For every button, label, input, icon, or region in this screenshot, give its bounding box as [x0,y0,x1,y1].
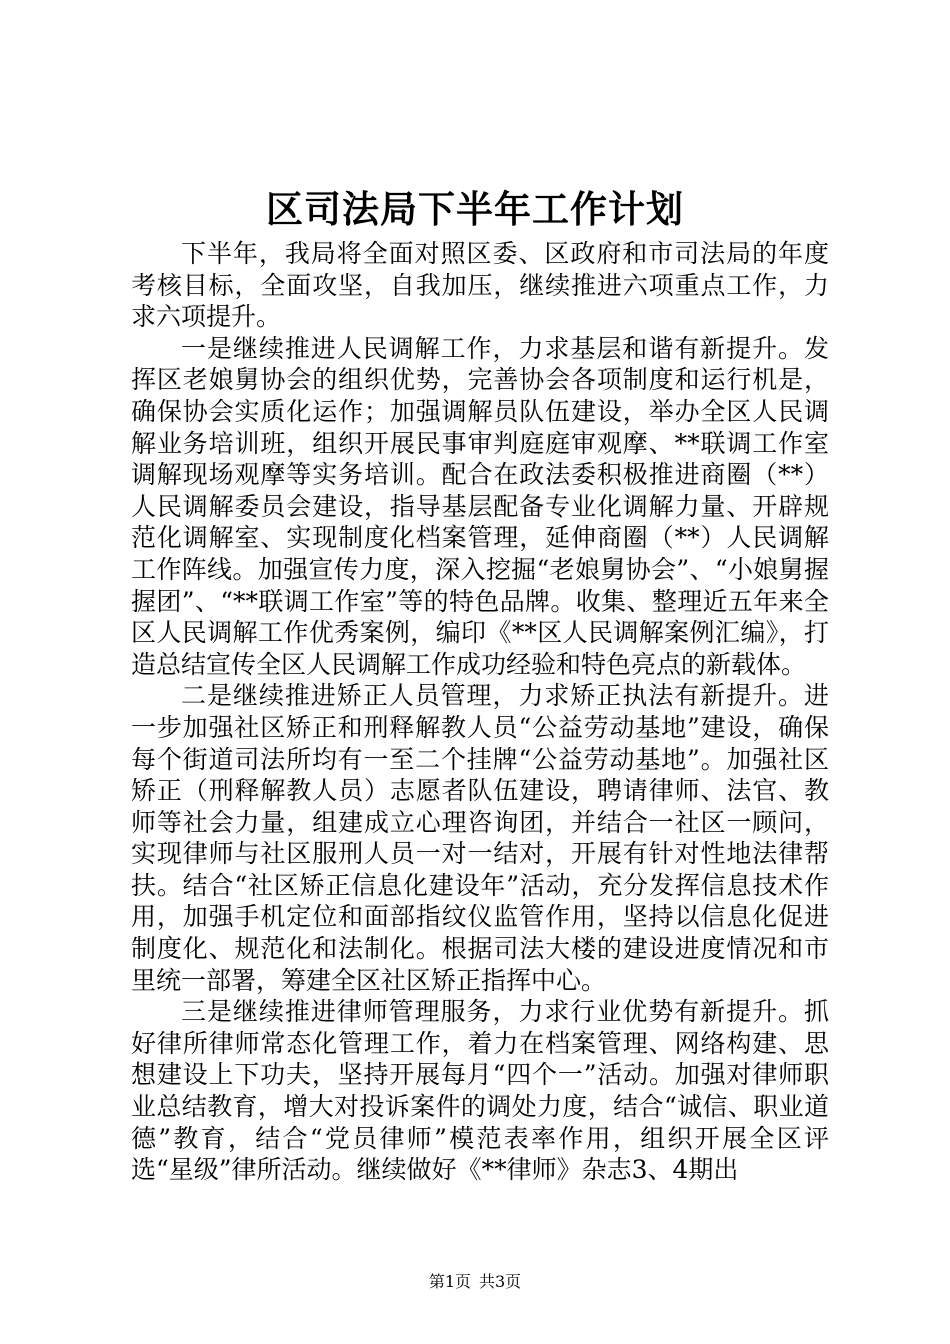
paragraph-lawyer-management: 三是继续推进律师管理服务，力求行业优势有新提升。抓好律所律师常态化管理工作，着力在档案管理、网络构建、思想建设上下功夫，坚持开展每月“四个一”活动。加强对律师职业总结教育，增大对投诉案件的调处力度，结合“诚信、职业道德”教育，结合“党员律师”模范表率作用，组织开展全区评选“星级”律所活动。继续做好《**律师》杂志3、4期出 [131,997,829,1185]
paragraph-intro: 下半年，我局将全面对照区委、区政府和市司法局的年度考核目标，全面攻坚，自我加压，继续推进六项重点工作，力求六项提升。 [131,239,829,332]
document-title: 区司法局下半年工作计划 [266,187,684,231]
page-total: 共3页 [479,1272,522,1291]
page-number: 第1页 [428,1272,471,1291]
paragraph-mediation: 一是继续推进人民调解工作，力求基层和谐有新提升。发挥区老娘舅协会的组织优势，完善协会各项制度和运行机是，确保协会实质化运作；加强调解员队伍建设，举办全区人民调解业务培训班，组织开展民事审判庭庭审观摩、**联调工作室调解现场观摩等实务培训。配合在政法委积极推进商圈（**）人民调解委员会建设，指导基层配备专业化调解力量、开辟规范化调解室、实现制度化档案管理，延伸商圈（**）人民调解工作阵线。加强宣传力度，深入挖掘“老娘舅协会”、“小娘舅握握团”、“**联调工作室”等的特色品牌。收集、整理近五年来全区人民调解工作优秀案例，编印《**区人民调解案例汇编》，打造总结宣传全区人民调解工作成功经验和特色亮点的新载体。 [131,333,829,679]
document-body [131,238,829,1186]
page-footer [0,1272,950,1292]
paragraph-correction: 二是继续推进矫正人员管理，力求矫正执法有新提升。进一步加强社区矫正和刑释解教人员“公益劳动基地”建设，确保每个街道司法所均有一至二个挂牌“公益劳动基地”。加强社区矫正（刑释解教人员）志愿者队伍建设，聘请律师、法官、教师等社会力量，组建成立心理咨询团，并结合一社区一顾问，实现律师与社区服刑人员一对一结对，开展有针对性地法律帮扶。结合“社区矫正信息化建设年”活动，充分发挥信息技术作用，加强手机定位和面部指纹仪监管作用，坚持以信息化促进制度化、规范化和法制化。根据司法大楼的建设进度情况和市里统一部署，筹建全区社区矫正指挥中心。 [131,681,829,995]
